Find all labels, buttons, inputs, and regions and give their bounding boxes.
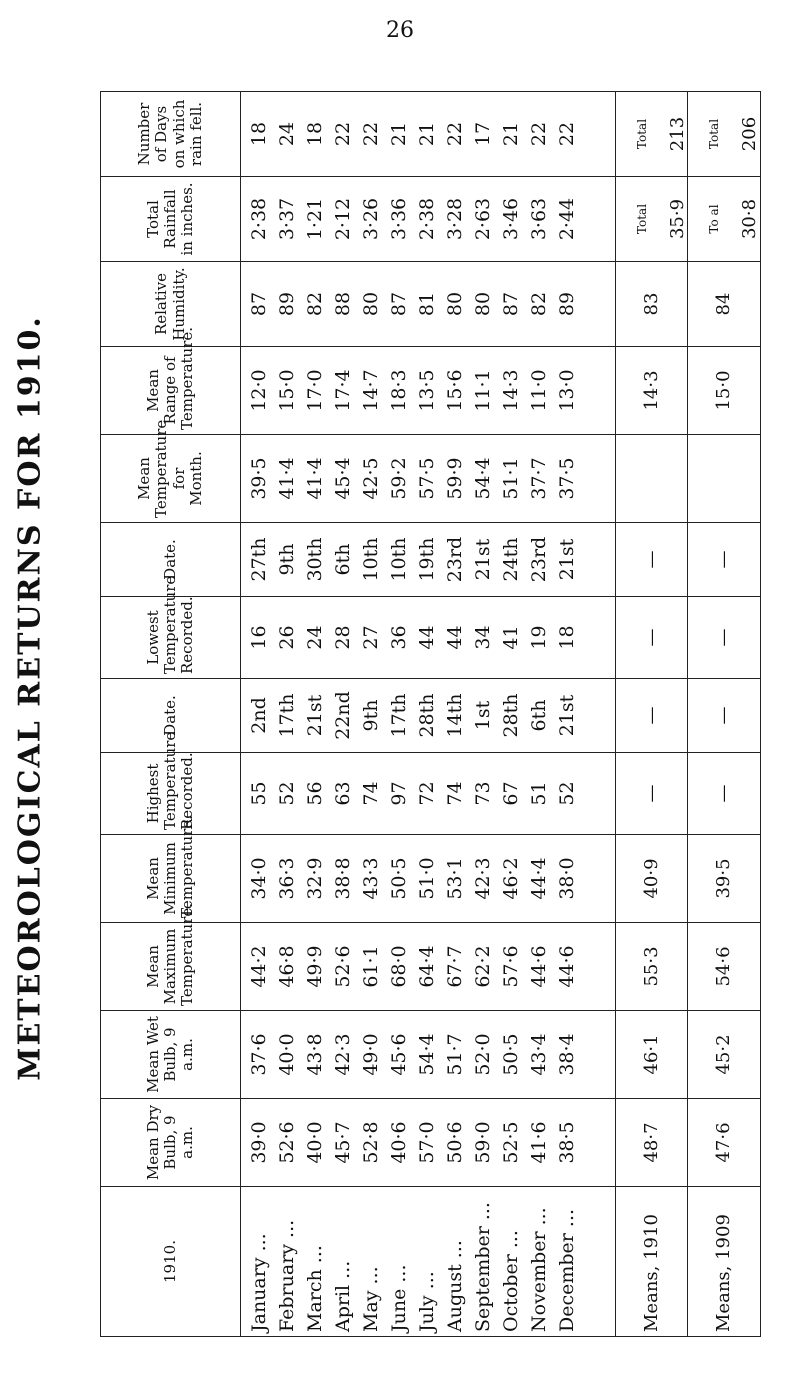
table-cell: 1st — [472, 700, 494, 731]
table-cell: 38·0 — [556, 857, 578, 900]
table-cell: 9th — [276, 543, 298, 576]
lowest-date-list — [241, 523, 616, 597]
means-1909-range: 15·0 — [688, 347, 760, 435]
table-cell: May ... — [360, 1266, 382, 1332]
table-cell: 22 — [528, 121, 550, 147]
table-cell: 28th — [416, 693, 438, 738]
page-number: 26 — [386, 18, 414, 43]
means-1910-dry-bulb: 48·7 — [616, 1099, 688, 1187]
means-1910-lowest-empty: — — [616, 597, 688, 679]
means-1909-highest-empty: — — [688, 753, 760, 835]
table-cell: 87 — [388, 291, 410, 317]
table-cell: 57·0 — [416, 1121, 438, 1164]
table-cell: 3·46 — [500, 197, 522, 241]
table-cell: 2·38 — [248, 197, 270, 241]
header-rain-days: Number of Days on which rain fell. — [101, 92, 241, 177]
means-1910-rain-days-label: Total — [634, 118, 649, 150]
table-cell: 37·7 — [528, 457, 550, 500]
means-1909-mean-month-empty — [688, 435, 760, 523]
means-1909-dry-bulb: 47·6 — [688, 1099, 760, 1187]
table-cell: 41 — [500, 625, 522, 650]
table-cell: 57·6 — [500, 945, 522, 988]
means-1909-lowest-date-empty: — — [688, 523, 760, 597]
page-heading-container — [0, 0, 60, 1396]
table-cell: 17·0 — [304, 369, 326, 412]
means-1909-rainfall: 30·8 — [738, 198, 760, 240]
table-cell: 19th — [416, 537, 438, 582]
means-1909-wet-bulb: 45·2 — [688, 1011, 760, 1099]
table-cell: 6th — [332, 543, 354, 576]
table-cell: 17th — [388, 693, 410, 738]
max-temp-list — [241, 923, 616, 1011]
table-cell: 28 — [332, 625, 354, 650]
wet-bulb-list — [241, 1011, 616, 1099]
rain-days-list — [241, 92, 616, 177]
table-cell: 2·44 — [556, 197, 578, 241]
table-cell: 3·26 — [360, 197, 382, 241]
table-cell: 22 — [444, 121, 466, 147]
table-cell: 54·4 — [416, 1033, 438, 1076]
table-cell: 30th — [304, 537, 326, 582]
table-cell: 14·7 — [360, 369, 382, 412]
table-cell: 57·5 — [416, 457, 438, 500]
means-1910-highest-date-empty: — — [616, 679, 688, 753]
table-cell: 11·0 — [528, 369, 550, 412]
table-cell: 46·8 — [276, 945, 298, 988]
means-1910-rainfall: 35·9 — [666, 198, 688, 240]
table-cell: October ... — [500, 1230, 522, 1332]
table-cell: 38·5 — [556, 1121, 578, 1164]
table-cell: 73 — [472, 781, 494, 806]
table-cell: 44·6 — [528, 945, 550, 988]
means-1909-label: Means, 1909 — [688, 1187, 760, 1337]
table-cell: 2·63 — [472, 197, 494, 241]
means-1910-lowest-date-empty: — — [616, 523, 688, 597]
table-cell: 10th — [388, 537, 410, 582]
means-1909-humidity: 84 — [688, 262, 760, 347]
table-cell: February ... — [276, 1219, 298, 1332]
table-cell: 13·5 — [416, 369, 438, 412]
table-cell: 50·5 — [500, 1033, 522, 1076]
table-cell: 17 — [472, 121, 494, 147]
table-cell: 26 — [276, 625, 298, 650]
table-cell: 18 — [248, 121, 270, 147]
table-cell: 59·9 — [444, 457, 466, 500]
table-cell: 67 — [500, 781, 522, 806]
table-cell: 19 — [528, 625, 550, 650]
table-cell: 44 — [416, 625, 438, 650]
means-1909-lowest-empty: — — [688, 597, 760, 679]
table-cell: 3·63 — [528, 197, 550, 241]
table-cell: 21 — [416, 121, 438, 147]
table-cell: 81 — [416, 291, 438, 317]
table-cell: 42·3 — [332, 1033, 354, 1076]
table-cell: 89 — [556, 291, 578, 317]
table-cell: 27 — [360, 625, 382, 650]
table-cell: 16 — [248, 625, 270, 650]
table-cell: 51·1 — [500, 457, 522, 500]
table-cell: 21st — [556, 694, 578, 737]
highest-date-list — [241, 679, 616, 753]
table-cell: 49·0 — [360, 1033, 382, 1076]
table-cell: 15·6 — [444, 369, 466, 412]
table-cell: 22 — [360, 121, 382, 147]
means-1910-humidity: 83 — [616, 262, 688, 347]
table-cell: August ... — [444, 1240, 466, 1332]
humidity-list — [241, 262, 616, 347]
table-cell: 50·6 — [444, 1121, 466, 1164]
table-cell: 22 — [332, 121, 354, 147]
table-cell: 51·0 — [416, 857, 438, 900]
table-cell: 11·1 — [472, 369, 494, 412]
header-year: 1910. — [101, 1187, 241, 1337]
means-1909-max-temp: 54·6 — [688, 923, 760, 1011]
table-cell: 80 — [444, 291, 466, 317]
table-cell: January ... — [248, 1233, 270, 1332]
table-cell: 97 — [388, 781, 410, 806]
table-cell: 87 — [500, 291, 522, 317]
table-cell: 40·6 — [388, 1121, 410, 1164]
table-cell: 50·5 — [388, 857, 410, 900]
table-cell: June ... — [388, 1264, 410, 1332]
table-cell: 23rd — [444, 536, 466, 583]
mean-month-list — [241, 435, 616, 523]
table-cell: 22 — [556, 121, 578, 147]
header-lowest: Lowest Temperature Recorded. — [101, 597, 241, 679]
table-cell: 12·0 — [248, 369, 270, 412]
table-cell: April ... — [332, 1260, 354, 1332]
table-cell: 24th — [500, 537, 522, 582]
lowest-list — [241, 597, 616, 679]
table-cell: 43·4 — [528, 1033, 550, 1076]
means-1909-rainfall-cell — [688, 177, 760, 262]
table-cell: 21 — [500, 121, 522, 147]
means-1910-highest-empty: — — [616, 753, 688, 835]
means-1910-range: 14·3 — [616, 347, 688, 435]
table-cell: 40·0 — [304, 1121, 326, 1164]
table-cell: 44·6 — [556, 945, 578, 988]
means-1909-rainfall-label: To al — [707, 204, 722, 234]
table-cell: 17th — [276, 693, 298, 738]
table-cell: 39·0 — [248, 1121, 270, 1164]
table-cell: 45·6 — [388, 1033, 410, 1076]
table-cell: 36 — [388, 625, 410, 650]
table-cell: March ... — [304, 1245, 326, 1332]
table-cell: 51·7 — [444, 1033, 466, 1076]
means-1910-wet-bulb: 46·1 — [616, 1011, 688, 1099]
table-cell: 44 — [444, 625, 466, 650]
monthly-data-row — [241, 92, 616, 1337]
table-cell: 36·3 — [276, 857, 298, 900]
table-cell: 17·4 — [332, 369, 354, 412]
table-cell: 54·4 — [472, 457, 494, 500]
table-cell: 56 — [304, 781, 326, 806]
table-cell: 38·4 — [556, 1033, 578, 1076]
header-mean-month: Mean Temperature for Month. — [101, 435, 241, 523]
means-1910-max-temp: 55·3 — [616, 923, 688, 1011]
table-cell: 72 — [416, 781, 438, 806]
header-min-temp: Mean Minimum Temperature. — [101, 835, 241, 923]
header-max-temp: Mean Maximum Temperature. — [101, 923, 241, 1011]
table-cell: 18·3 — [388, 369, 410, 412]
table-cell: 14th — [444, 693, 466, 738]
header-range: Mean Range of Temperature. — [101, 347, 241, 435]
meteorological-table — [100, 91, 761, 1337]
table-cell: 21st — [556, 538, 578, 581]
means-1910-rain-days: 213 — [666, 116, 688, 152]
table-cell: 49·9 — [304, 945, 326, 988]
table-cell: 45·7 — [332, 1121, 354, 1164]
min-temp-list — [241, 835, 616, 923]
table-cell: 21st — [304, 694, 326, 737]
table-cell: 37·5 — [556, 457, 578, 500]
table-cell: 52 — [276, 781, 298, 806]
table-cell: 3·28 — [444, 197, 466, 241]
table-cell: 52·6 — [276, 1121, 298, 1164]
header-rainfall: Total Rainfall in inches. — [101, 177, 241, 262]
table-cell: 44·4 — [528, 857, 550, 900]
table-cell: 44·2 — [248, 945, 270, 988]
table-cell: 52·6 — [332, 945, 354, 988]
table-cell: 2·38 — [416, 197, 438, 241]
table-cell: 22nd — [332, 691, 354, 740]
table-cell: 18 — [556, 625, 578, 650]
table-cell: 13·0 — [556, 369, 578, 412]
dry-bulb-list — [241, 1099, 616, 1187]
table-cell: 53·1 — [444, 857, 466, 900]
table-cell: 51 — [528, 781, 550, 806]
table-cell: 41·4 — [276, 457, 298, 500]
header-wet-bulb: Mean Wet Bulb, 9 a.m. — [101, 1011, 241, 1099]
means-1909-highest-date-empty: — — [688, 679, 760, 753]
table-cell: 61·1 — [360, 945, 382, 988]
table-cell: 2·12 — [332, 197, 354, 241]
means-1910-row — [616, 92, 688, 1337]
range-list — [241, 347, 616, 435]
table-cell: 21st — [472, 538, 494, 581]
header-highest: Highest Temperature Recorded. — [101, 753, 241, 835]
means-1910-rainfall-label: Total — [634, 203, 649, 235]
table-cell: 52·5 — [500, 1121, 522, 1164]
means-1909-row — [688, 92, 760, 1337]
table-cell: 9th — [360, 699, 382, 732]
table-cell: 89 — [276, 291, 298, 317]
table-cell: 10th — [360, 537, 382, 582]
table-cell: 15·0 — [276, 369, 298, 412]
table-cell: 87 — [248, 291, 270, 317]
table-cell: 67·7 — [444, 945, 466, 988]
table-cell: 88 — [332, 291, 354, 317]
table-cell: 18 — [304, 121, 326, 147]
means-1910-min-temp: 40·9 — [616, 835, 688, 923]
header-lowest-date: Date. — [101, 523, 241, 597]
highest-list — [241, 753, 616, 835]
table-cell: 40·0 — [276, 1033, 298, 1076]
table-cell: December ... — [556, 1208, 578, 1332]
table-cell: 21 — [388, 121, 410, 147]
table-cell: 43·3 — [360, 857, 382, 900]
table-cell: 2nd — [248, 697, 270, 734]
means-1910-rain-days-cell — [616, 92, 688, 177]
table-cell: 43·8 — [304, 1033, 326, 1076]
means-1910-mean-month-empty — [616, 435, 688, 523]
table-cell: 59·2 — [388, 457, 410, 500]
table-cell: 39·5 — [248, 457, 270, 500]
table-cell: 62·2 — [472, 945, 494, 988]
table-cell: 3·36 — [388, 197, 410, 241]
table-cell: 74 — [360, 781, 382, 806]
means-1910-label: Means, 1910 — [616, 1187, 688, 1337]
table-cell: 27th — [248, 537, 270, 582]
table-cell: 55 — [248, 781, 270, 806]
table-cell: 14·3 — [500, 369, 522, 412]
page-heading: METEOROLOGICAL RETURNS FOR 1910. — [12, 315, 48, 1081]
table-cell: 82 — [528, 291, 550, 317]
table-cell: 38·8 — [332, 857, 354, 900]
table-cell: September ... — [472, 1202, 494, 1332]
means-1909-rain-days-label: Total — [707, 118, 722, 150]
table-cell: 23rd — [528, 536, 550, 583]
table-cell: 82 — [304, 291, 326, 317]
table-cell: 52 — [556, 781, 578, 806]
table-cell: 59·0 — [472, 1121, 494, 1164]
table-cell: 41·6 — [528, 1121, 550, 1164]
table-cell: 6th — [528, 699, 550, 732]
table-cell: 74 — [444, 781, 466, 806]
table-cell: 1·21 — [304, 197, 326, 241]
table-cell: 32·9 — [304, 857, 326, 900]
table-cell: November ... — [528, 1207, 550, 1332]
table-cell: 45·4 — [332, 457, 354, 500]
table-cell: 68·0 — [388, 945, 410, 988]
table-cell: 64·4 — [416, 945, 438, 988]
header-row — [101, 92, 241, 1337]
table-cell: 28th — [500, 693, 522, 738]
table-cell: 80 — [472, 291, 494, 317]
means-1909-rain-days-cell — [688, 92, 760, 177]
table-cell: 37·6 — [248, 1033, 270, 1076]
table-cell: 34·0 — [248, 857, 270, 900]
month-list — [241, 1187, 616, 1337]
table-cell: 41·4 — [304, 457, 326, 500]
rainfall-list — [241, 177, 616, 262]
table-cell: 42·5 — [360, 457, 382, 500]
table-cell: 34 — [472, 625, 494, 650]
header-dry-bulb: Mean Dry Bulb, 9 a.m. — [101, 1099, 241, 1187]
table-cell: 24 — [276, 121, 298, 147]
means-1910-rainfall-cell — [616, 177, 688, 262]
header-humidity: Relative Humidity. — [101, 262, 241, 347]
table-cell: July ... — [416, 1271, 438, 1332]
rotated-table — [100, 92, 760, 1337]
table-cell: 3·37 — [276, 197, 298, 241]
table-container — [100, 92, 760, 1337]
means-1909-min-temp: 39·5 — [688, 835, 760, 923]
table-cell: 42·3 — [472, 857, 494, 900]
table-cell: 46·2 — [500, 857, 522, 900]
means-1909-rain-days: 206 — [738, 116, 760, 152]
table-cell: 52·0 — [472, 1033, 494, 1076]
header-highest-date: Date. — [101, 679, 241, 753]
table-cell: 63 — [332, 781, 354, 806]
table-cell: 80 — [360, 291, 382, 317]
table-cell: 24 — [304, 625, 326, 650]
table-cell: 52·8 — [360, 1121, 382, 1164]
